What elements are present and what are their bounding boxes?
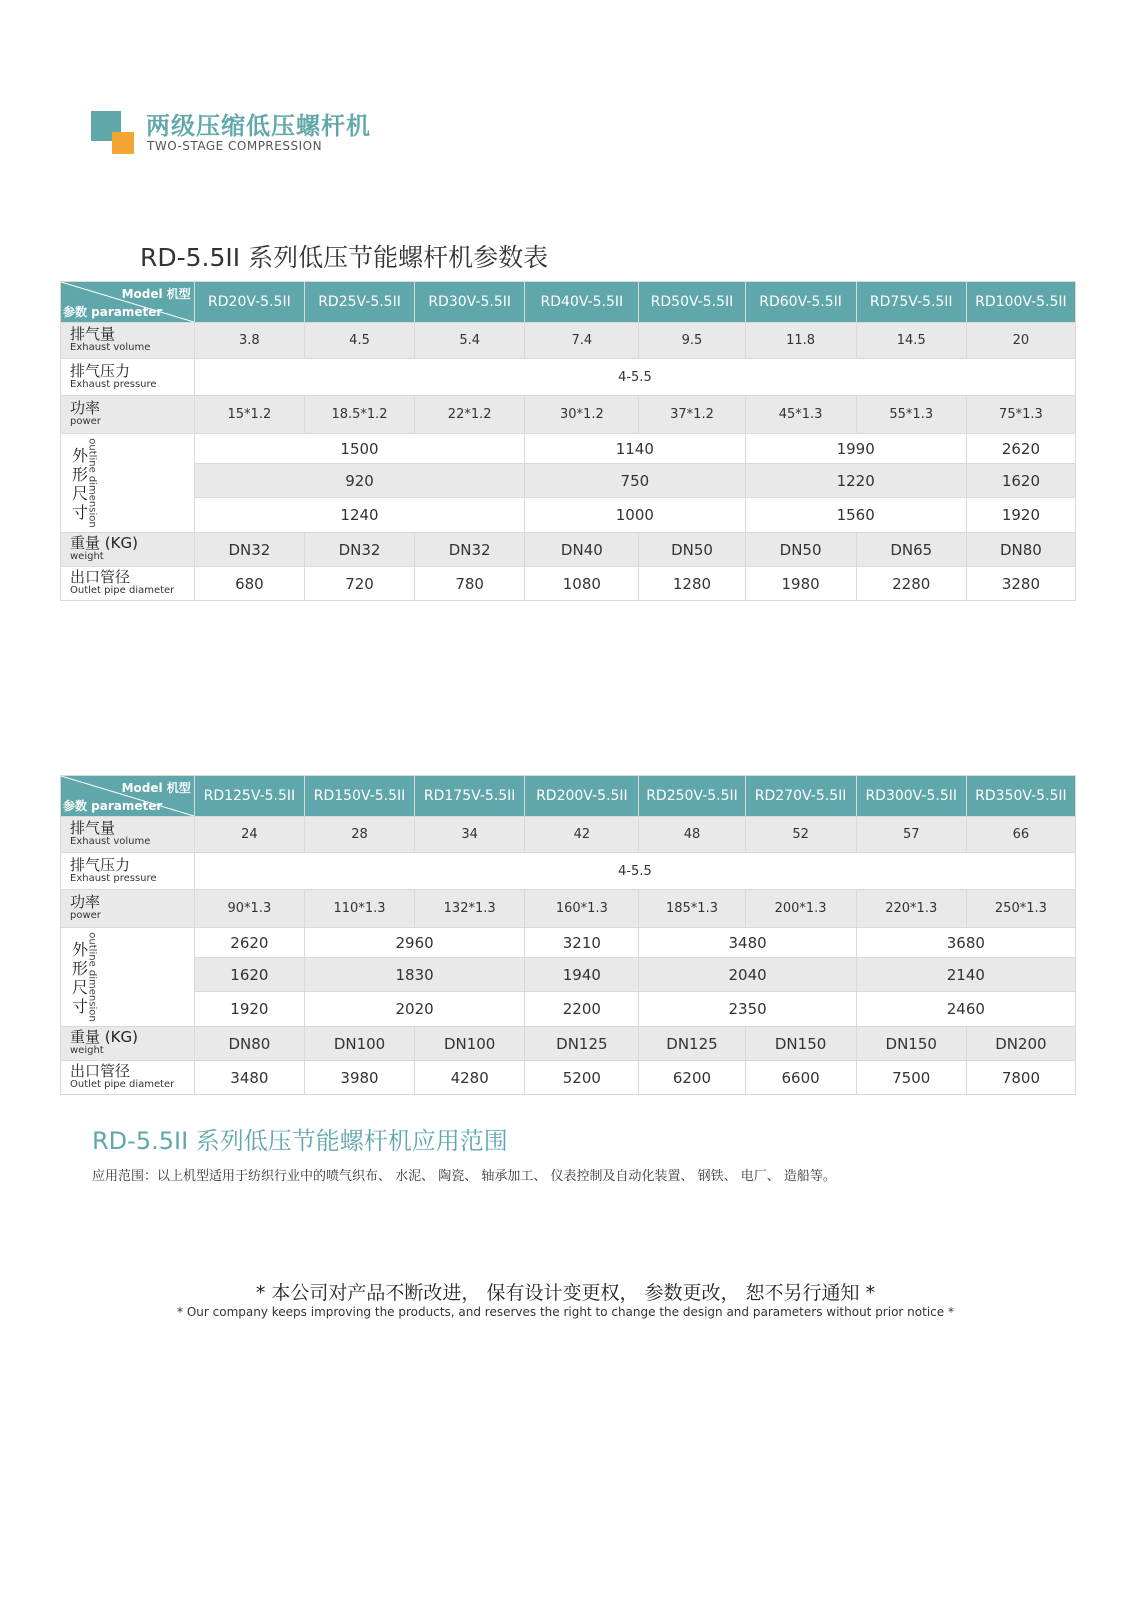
cell-exhaust-volume: 9.5 bbox=[639, 323, 745, 359]
model-header: RD30V-5.5II bbox=[415, 282, 525, 323]
cell-length: 1140 bbox=[525, 434, 745, 464]
cell-weight: DN125 bbox=[525, 1027, 639, 1061]
cell-exhaust-volume: 4.5 bbox=[304, 323, 414, 359]
cell-power: 18.5*1.2 bbox=[304, 396, 414, 434]
cell-weight: DN40 bbox=[525, 533, 639, 567]
cell-outlet: 2280 bbox=[856, 567, 966, 601]
row-label: 出口管径 Outlet pipe diameter bbox=[61, 1061, 195, 1095]
cell-power: 90*1.3 bbox=[194, 890, 304, 928]
application-text: 应用范围：以上机型适用于纺织行业中的喷气织布、 水泥、 陶瓷、 轴承加工、 仪表控制及自动化装置、 钢铁、 电厂、 造船等。 bbox=[92, 1169, 836, 1184]
outline-zh: 外形尺寸 bbox=[71, 940, 88, 1016]
cell-length: 2620 bbox=[966, 434, 1075, 464]
row-height bbox=[61, 498, 1076, 533]
cell-exhaust-volume: 66 bbox=[966, 817, 1075, 853]
cell-weight: DN50 bbox=[745, 533, 856, 567]
outline-en: outline dimension bbox=[86, 438, 98, 528]
cell-exhaust-volume: 57 bbox=[856, 817, 966, 853]
row-label: 排气压力 Exhaust pressure bbox=[61, 853, 195, 890]
model-header: RD40V-5.5II bbox=[525, 282, 639, 323]
cell-outlet: 680 bbox=[194, 567, 304, 601]
cell-power: 185*1.3 bbox=[639, 890, 745, 928]
cell-exhaust-volume: 7.4 bbox=[525, 323, 639, 359]
cell-length: 1990 bbox=[745, 434, 966, 464]
outline-dimension-label bbox=[61, 434, 195, 533]
cell-weight: DN200 bbox=[966, 1027, 1075, 1061]
cell-length: 3480 bbox=[639, 928, 856, 958]
cell-power: 15*1.2 bbox=[194, 396, 304, 434]
model-header: RD250V-5.5II bbox=[639, 776, 745, 817]
cell-width: 1940 bbox=[525, 958, 639, 992]
cell-weight: DN65 bbox=[856, 533, 966, 567]
cell-exhaust-volume: 48 bbox=[639, 817, 745, 853]
row-weight bbox=[61, 533, 1076, 567]
cell-length: 3680 bbox=[856, 928, 1075, 958]
cell-power: 45*1.3 bbox=[745, 396, 856, 434]
cell-outlet: 3280 bbox=[966, 567, 1075, 601]
header-model-label: Model 机型 bbox=[121, 287, 191, 301]
cell-height: 1240 bbox=[194, 498, 524, 533]
cell-exhaust-volume: 20 bbox=[966, 323, 1075, 359]
row-length bbox=[61, 928, 1076, 958]
row-power bbox=[61, 396, 1076, 434]
row-power bbox=[61, 890, 1076, 928]
brand-logo bbox=[91, 111, 137, 155]
cell-weight: DN150 bbox=[745, 1027, 856, 1061]
spec-table-1 bbox=[60, 281, 1076, 601]
row-outlet bbox=[61, 567, 1076, 601]
cell-width: 1620 bbox=[194, 958, 304, 992]
model-header: RD125V-5.5II bbox=[194, 776, 304, 817]
cell-exhaust-volume: 11.8 bbox=[745, 323, 856, 359]
row-label: 排气压力 Exhaust pressure bbox=[61, 359, 195, 396]
cell-height: 2350 bbox=[639, 992, 856, 1027]
cell-width: 920 bbox=[194, 464, 524, 498]
outline-zh: 外形尺寸 bbox=[71, 446, 88, 522]
cell-power: 250*1.3 bbox=[966, 890, 1075, 928]
table-title: RD-5.5II 系列低压节能螺杆机参数表 bbox=[140, 243, 549, 272]
cell-power: 37*1.2 bbox=[639, 396, 745, 434]
outline-en: outline dimension bbox=[86, 932, 98, 1022]
row-outlet bbox=[61, 1061, 1076, 1095]
cell-width: 1220 bbox=[745, 464, 966, 498]
cell-width: 2140 bbox=[856, 958, 1075, 992]
cell-weight: DN150 bbox=[856, 1027, 966, 1061]
cell-height: 2200 bbox=[525, 992, 639, 1027]
row-exhaust-pressure bbox=[61, 359, 1076, 396]
header-model-label: Model 机型 bbox=[121, 781, 191, 795]
model-header: RD75V-5.5II bbox=[856, 282, 966, 323]
cell-exhaust-volume: 14.5 bbox=[856, 323, 966, 359]
cell-height: 1920 bbox=[966, 498, 1075, 533]
model-header: RD150V-5.5II bbox=[304, 776, 414, 817]
logo-orange-square bbox=[112, 132, 134, 154]
notice-en: * Our company keeps improving the products, and reserves the right to change the design and parameters without prior notice * bbox=[177, 1305, 954, 1319]
cell-exhaust-volume: 52 bbox=[745, 817, 856, 853]
row-height bbox=[61, 992, 1076, 1027]
cell-outlet: 720 bbox=[304, 567, 414, 601]
cell-width: 2040 bbox=[639, 958, 856, 992]
row-label: 排气量 Exhaust volume bbox=[61, 323, 195, 359]
model-header: RD300V-5.5II bbox=[856, 776, 966, 817]
header-parameter-label: 参数 parameter bbox=[63, 799, 163, 813]
cell-width: 1830 bbox=[304, 958, 524, 992]
cell-power: 30*1.2 bbox=[525, 396, 639, 434]
cell-outlet: 1980 bbox=[745, 567, 856, 601]
cell-outlet: 5200 bbox=[525, 1061, 639, 1095]
cell-exhaust-volume: 34 bbox=[415, 817, 525, 853]
row-exhaust-pressure bbox=[61, 853, 1076, 890]
cell-power: 75*1.3 bbox=[966, 396, 1075, 434]
cell-weight: DN50 bbox=[639, 533, 745, 567]
model-header: RD20V-5.5II bbox=[194, 282, 304, 323]
header-parameter-label: 参数 parameter bbox=[63, 305, 163, 319]
cell-outlet: 1080 bbox=[525, 567, 639, 601]
cell-length: 3210 bbox=[525, 928, 639, 958]
cell-weight: DN80 bbox=[966, 533, 1075, 567]
row-label: 功率 power bbox=[61, 890, 195, 928]
model-header: RD175V-5.5II bbox=[415, 776, 525, 817]
cell-outlet: 3980 bbox=[304, 1061, 414, 1095]
cell-exhaust-volume: 28 bbox=[304, 817, 414, 853]
cell-exhaust-volume: 24 bbox=[194, 817, 304, 853]
cell-outlet: 6200 bbox=[639, 1061, 745, 1095]
model-header: RD60V-5.5II bbox=[745, 282, 856, 323]
application-title: RD-5.5II 系列低压节能螺杆机应用范围 bbox=[92, 1127, 508, 1155]
cell-power: 160*1.3 bbox=[525, 890, 639, 928]
model-header: RD270V-5.5II bbox=[745, 776, 856, 817]
cell-outlet: 4280 bbox=[415, 1061, 525, 1095]
row-width bbox=[61, 958, 1076, 992]
cell-weight: DN32 bbox=[304, 533, 414, 567]
model-header: RD50V-5.5II bbox=[639, 282, 745, 323]
cell-exhaust-volume: 42 bbox=[525, 817, 639, 853]
cell-weight: DN100 bbox=[304, 1027, 414, 1061]
cell-exhaust-volume: 3.8 bbox=[194, 323, 304, 359]
cell-weight: DN32 bbox=[415, 533, 525, 567]
cell-width: 750 bbox=[525, 464, 745, 498]
model-header: RD350V-5.5II bbox=[966, 776, 1075, 817]
cell-weight: DN100 bbox=[415, 1027, 525, 1061]
model-header: RD200V-5.5II bbox=[525, 776, 639, 817]
row-length bbox=[61, 434, 1076, 464]
row-label: 重量 (KG) weight bbox=[61, 1027, 195, 1061]
row-label: 出口管径 Outlet pipe diameter bbox=[61, 567, 195, 601]
row-exhaust-volume bbox=[61, 323, 1076, 359]
cell-length: 1500 bbox=[194, 434, 524, 464]
cell-power: 55*1.3 bbox=[856, 396, 966, 434]
row-width bbox=[61, 464, 1076, 498]
section-subtitle: TWO-STAGE COMPRESSION bbox=[147, 139, 323, 153]
row-label: 排气量 Exhaust volume bbox=[61, 817, 195, 853]
model-header: RD25V-5.5II bbox=[304, 282, 414, 323]
cell-exhaust-volume: 5.4 bbox=[415, 323, 525, 359]
row-label: 功率 power bbox=[61, 396, 195, 434]
cell-power: 220*1.3 bbox=[856, 890, 966, 928]
cell-outlet: 3480 bbox=[194, 1061, 304, 1095]
row-label: 重量 (KG) weight bbox=[61, 533, 195, 567]
cell-weight: DN80 bbox=[194, 1027, 304, 1061]
section-title: 两级压缩低压螺杆机 bbox=[146, 112, 371, 140]
cell-outlet: 7800 bbox=[966, 1061, 1075, 1095]
cell-weight: DN32 bbox=[194, 533, 304, 567]
cell-outlet: 7500 bbox=[856, 1061, 966, 1095]
cell-height: 1920 bbox=[194, 992, 304, 1027]
cell-length: 2620 bbox=[194, 928, 304, 958]
cell-width: 1620 bbox=[966, 464, 1075, 498]
cell-power: 200*1.3 bbox=[745, 890, 856, 928]
cell-outlet: 6600 bbox=[745, 1061, 856, 1095]
spec-table-2 bbox=[60, 775, 1076, 1095]
cell-height: 1560 bbox=[745, 498, 966, 533]
model-header: RD100V-5.5II bbox=[966, 282, 1075, 323]
cell-length: 2960 bbox=[304, 928, 524, 958]
cell-exhaust-pressure: 4-5.5 bbox=[194, 853, 1075, 890]
row-weight bbox=[61, 1027, 1076, 1061]
cell-power: 132*1.3 bbox=[415, 890, 525, 928]
cell-outlet: 780 bbox=[415, 567, 525, 601]
cell-outlet: 1280 bbox=[639, 567, 745, 601]
header-corner bbox=[61, 776, 195, 817]
cell-power: 22*1.2 bbox=[415, 396, 525, 434]
cell-power: 110*1.3 bbox=[304, 890, 414, 928]
row-exhaust-volume bbox=[61, 817, 1076, 853]
cell-height: 2020 bbox=[304, 992, 524, 1027]
cell-height: 2460 bbox=[856, 992, 1075, 1027]
cell-weight: DN125 bbox=[639, 1027, 745, 1061]
notice-zh: * 本公司对产品不断改进， 保有设计变更权， 参数更改， 恕不另行通知 * bbox=[255, 1282, 876, 1304]
outline-dimension-label bbox=[61, 928, 195, 1027]
cell-exhaust-pressure: 4-5.5 bbox=[194, 359, 1075, 396]
cell-height: 1000 bbox=[525, 498, 745, 533]
header-corner bbox=[61, 282, 195, 323]
